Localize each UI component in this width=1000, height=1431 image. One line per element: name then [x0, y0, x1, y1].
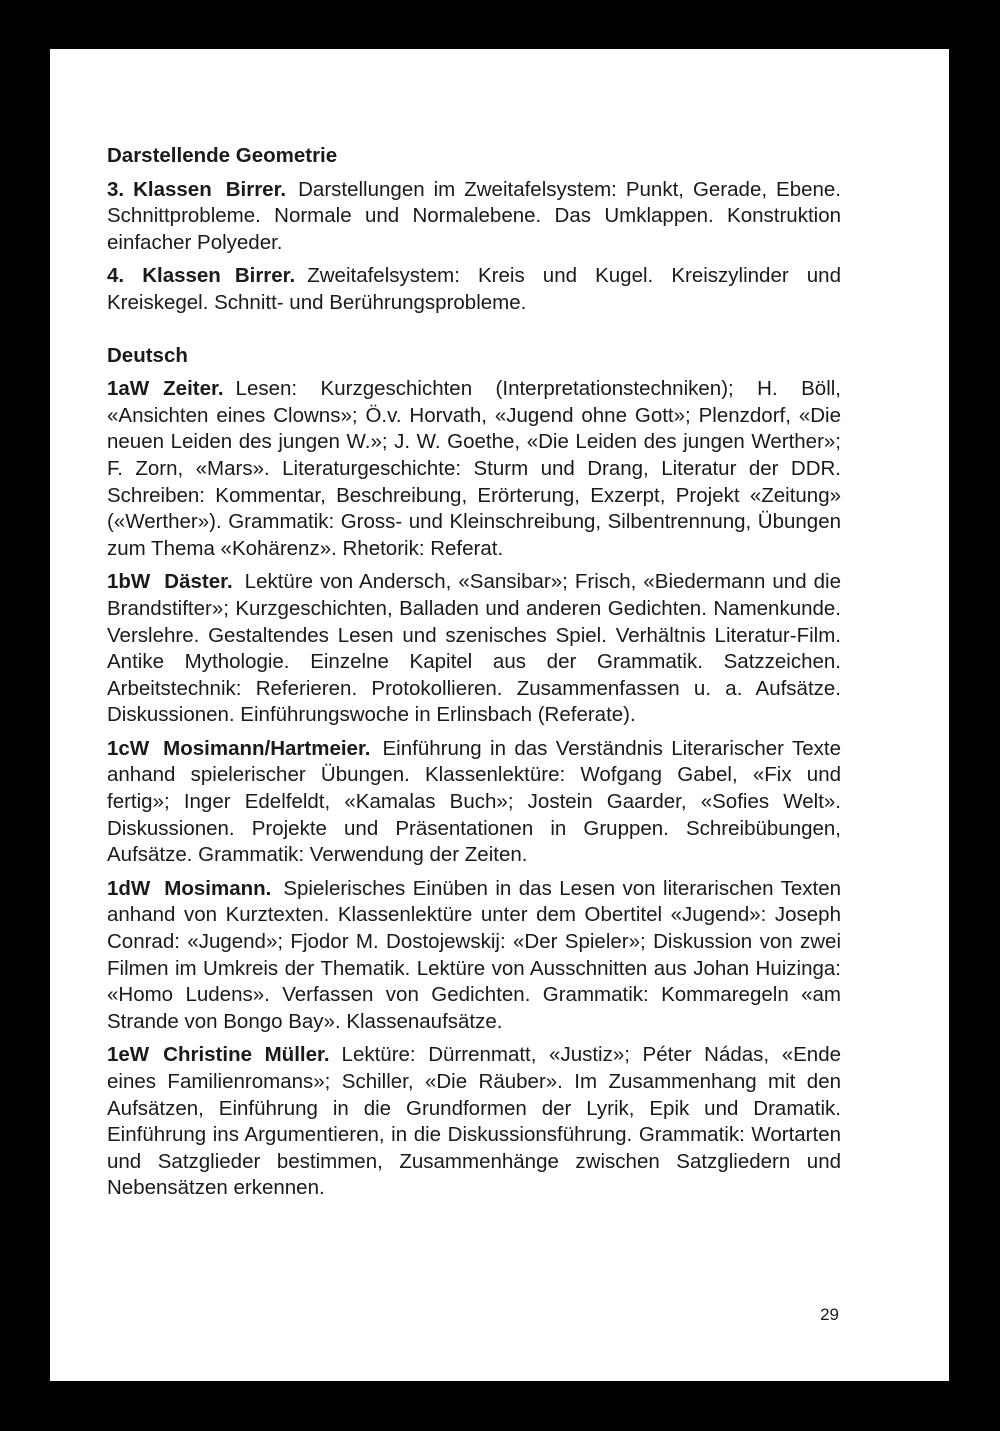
entry-teacher: Birrer.: [225, 177, 287, 201]
entry-text: Einführung in das Verständnis Literarischer Texte anhand spielerischer Übungen. Klassenlektüre: Wofgang Gabel, «Fix und fertig»; Inger Edelfeldt, «Kamalas Buch»; Jostein Gaarder, «Sofies Welt». Diskussionen. Projekte und Präsentationen in Gruppen. Schreibübungen, Aufsätze. Grammatik: Verwendung der Zeiten.: [107, 736, 841, 867]
entry-label: 1aW: [107, 377, 150, 401]
entry-label: 4. Klassen: [107, 264, 221, 288]
entry-teacher: Christine Müller.: [163, 1043, 330, 1067]
section-heading-darstellende-geometrie: Darstellende Geometrie: [107, 144, 338, 167]
entry-1aw: [107, 376, 841, 562]
section-heading-deutsch: Deutsch: [107, 343, 188, 367]
document-page: [50, 49, 949, 1381]
entry-1bw: [107, 569, 841, 729]
entry-1ew: [107, 1042, 841, 1202]
entry-label: 1cW: [107, 736, 150, 760]
entry-3-klassen: [107, 177, 841, 257]
entry-label: 1dW: [107, 876, 151, 900]
entry-label: 3. Klassen: [107, 177, 212, 201]
entry-text: Zweitafelsystem: Kreis und Kugel. Kreiszylinder und Kreiskegel. Schnitt- und Berührungsprobleme.: [107, 264, 841, 314]
entry-teacher: Zeiter.: [163, 377, 224, 401]
entry-teacher: Däster.: [164, 570, 233, 594]
entry-text: Lektüre: Dürrenmatt, «Justiz»; Péter Nádas, «Ende eines Familienromans»; Schiller, «Die Räuber». Im Zusammenhang mit den Aufsätzen, Einführung in die Grundformen der Lyrik, Epik und Dramatik. Einführung ins Argumentieren, in die Diskussionsführung. Grammatik: Wortarten und Satzglieder bestimmen, Zusammenhänge zwischen Satzgliedern und Nebensätzen erkennen.: [107, 1043, 841, 1200]
entry-text: Lektüre von Andersch, «Sansibar»; Frisch, «Biedermann und die Brandstifter»; Kurzgeschichten, Balladen und anderen Gedichten. Namenkunde. Verslehre. Gestaltendes Lesen und szenisches Spiel. Verhältnis Literatur-Film. Antike Mythologie. Einzelne Kapitel aus der Grammatik. Satzzeichen. Arbeitstechnik: Referieren. Protokollieren. Zusammenfassen u. a. Aufsätze. Diskussionen. Einführungswoche in Erlinsbach (Referate).: [107, 570, 841, 727]
entry-1cw: [107, 736, 841, 869]
entry-teacher: Mosimann.: [164, 876, 272, 900]
entry-teacher: Birrer.: [234, 264, 296, 288]
entry-label: 1eW: [107, 1043, 150, 1067]
entry-text: Lesen: Kurzgeschichten (Interpretationstechniken); H. Böll, «Ansichten eines Clowns»; Ö.v. Horvath, «Jugend ohne Gott»; Plenzdorf, «Die neuen Leiden des jungen W.»; J. W. Goethe, «Die Leiden des jungen Werther»; F. Zorn, «Mars». Literaturgeschichte: Sturm und Drang, Literatur der DDR. Schreiben: Kommentar, Beschreibung, Erörterung, Exzerpt, Projekt «Zeitung» («Werther»). Grammatik: Gross- und Kleinschreibung, Silbentrennung, Übungen zum Thema «Kohärenz». Rhetorik: Referat.: [107, 377, 841, 560]
entry-text: Spielerisches Einüben in das Lesen von literarischen Texten anhand von Kurztexten. Klassenlektüre unter dem Obertitel «Jugend»: Joseph Conrad: «Jugend»; Fjodor M. Dostojewskij: «Der Spieler»; Diskussion von zwei Filmen im Umkreis der Thematik. Lektüre von Ausschnitten aus Johan Huizinga: «Homo Ludens». Verfassen von Gedichten. Grammatik: Kommaregeln «am Strande von Bongo Bay». Klassenaufsätze.: [107, 876, 841, 1033]
entry-1dw: [107, 876, 841, 1036]
entry-label: 1bW: [107, 570, 151, 594]
page-number: 29: [820, 1305, 839, 1324]
page-content: [107, 143, 841, 1209]
entry-4-klassen: [107, 263, 841, 316]
entry-teacher: Mosimann/Hartmeier.: [163, 736, 371, 760]
entry-text: Darstellungen im Zweitafelsystem: Punkt, Gerade, Ebene. Schnittprobleme. Normale und Normalebene. Das Umklappen. Konstruktion einfacher Polyeder.: [107, 177, 841, 254]
